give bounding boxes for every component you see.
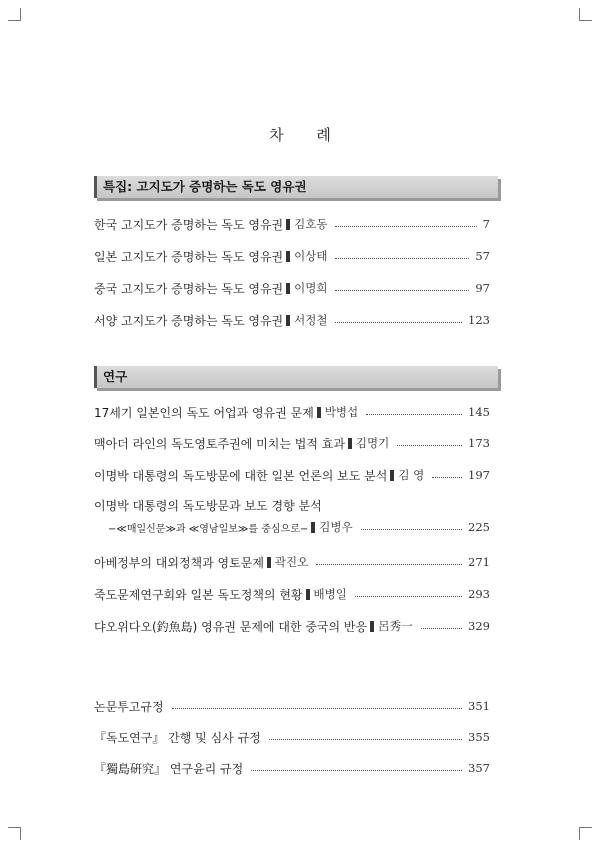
leader-dots xyxy=(335,321,462,323)
toc-entry[interactable] xyxy=(94,403,490,421)
toc-entry[interactable] xyxy=(94,466,490,484)
entry-title: 댜오위다오(釣魚島) 영유권 문제에 대한 중국의 반응 xyxy=(94,619,368,634)
leader-dots xyxy=(172,707,462,709)
entry-title: 한국 고지도가 증명하는 독도 영유권 xyxy=(94,217,284,232)
toc-entry[interactable] xyxy=(94,434,490,452)
entry-author: 呂秀一 xyxy=(378,619,413,633)
entry-title: 서양 고지도가 증명하는 독도 영유권 xyxy=(94,313,284,328)
entry-page: 225 xyxy=(468,520,490,534)
page-title: 차 례 xyxy=(269,126,345,144)
leader-dots xyxy=(421,627,462,629)
crop-mark xyxy=(579,827,592,840)
entry-author: 곽진오 xyxy=(274,555,309,569)
leader-dots xyxy=(251,769,462,771)
crop-mark xyxy=(579,8,592,21)
entry-page: 271 xyxy=(468,555,490,569)
author-marker xyxy=(267,557,271,568)
section-heading-research: 연구 xyxy=(94,366,498,388)
entry-page: 97 xyxy=(475,281,490,295)
author-marker xyxy=(286,315,290,326)
toc-entry[interactable] xyxy=(94,279,490,297)
entry-title: 17세기 일본인의 독도 어업과 영유권 문제 xyxy=(94,405,314,420)
entry-author: 김명기 xyxy=(355,436,390,450)
entry-title: 『독도연구』 간행 및 심사 규정 xyxy=(94,730,261,745)
leader-dots xyxy=(335,289,469,291)
entry-author: 이상태 xyxy=(294,249,328,263)
leader-dots xyxy=(316,563,462,565)
entry-page: 351 xyxy=(468,699,490,713)
entry-page: 145 xyxy=(468,405,490,419)
appendix-entry[interactable] xyxy=(94,759,490,777)
leader-dots xyxy=(361,528,462,530)
entry-page: 7 xyxy=(482,217,490,231)
author-marker xyxy=(370,621,374,632)
toc-entry[interactable] xyxy=(94,247,490,265)
appendix-entry[interactable] xyxy=(94,697,490,715)
entry-title: 아베정부의 대외정책과 영토문제 xyxy=(94,555,264,570)
entry-title[interactable]: 이명박 대통령의 독도방문과 보도 경향 분석 xyxy=(94,499,322,513)
leader-dots xyxy=(432,476,462,478)
toc-entry[interactable] xyxy=(94,617,490,635)
entry-subtitle: −≪매일신문≫과 ≪영남일보≫를 중심으로− xyxy=(108,523,309,535)
toc-entry[interactable] xyxy=(94,215,490,233)
leader-dots xyxy=(355,595,462,597)
entry-title: 맥아더 라인의 독도영토주권에 미치는 법적 효과 xyxy=(94,436,345,451)
entry-author: 서정철 xyxy=(294,313,328,327)
entry-page: 293 xyxy=(468,587,490,601)
section-heading-special: 특집: 고지도가 증명하는 독도 영유권 xyxy=(94,176,498,198)
author-marker xyxy=(348,438,352,449)
author-marker xyxy=(390,470,394,481)
entry-page: 57 xyxy=(475,249,490,263)
leader-dots xyxy=(269,738,462,740)
entry-page: 197 xyxy=(468,468,490,482)
entry-author: 박병섭 xyxy=(324,405,359,419)
entry-title: 죽도문제연구회와 일본 독도정책의 현황 xyxy=(94,587,303,602)
entry-page: 357 xyxy=(468,761,490,775)
entry-author: 김 영 xyxy=(398,468,425,482)
entry-author: 배병일 xyxy=(313,587,347,601)
author-marker xyxy=(311,522,315,533)
crop-mark xyxy=(8,827,21,840)
leader-dots xyxy=(335,257,469,259)
toc-entry[interactable] xyxy=(94,585,490,603)
entry-title: 이명박 대통령의 독도방문에 대한 일본 언론의 보도 분석 xyxy=(94,468,388,483)
entry-title: 일본 고지도가 증명하는 독도 영유권 xyxy=(94,249,284,264)
entry-author: 김호동 xyxy=(294,217,328,231)
author-marker xyxy=(286,283,290,294)
leader-dots xyxy=(335,225,476,227)
author-marker xyxy=(286,219,290,230)
toc-entry[interactable] xyxy=(94,311,490,329)
entry-page: 355 xyxy=(468,730,490,744)
leader-dots xyxy=(366,413,462,415)
entry-page: 123 xyxy=(468,313,490,327)
entry-title: 논문투고규정 xyxy=(94,699,164,714)
entry-author: 김병우 xyxy=(319,520,353,534)
crop-mark xyxy=(8,8,21,21)
entry-page: 329 xyxy=(468,619,490,633)
entry-title: 『獨島硏究』 연구윤리 규정 xyxy=(94,761,244,776)
entry-author: 이명희 xyxy=(294,281,328,295)
appendix-entry[interactable] xyxy=(94,728,490,746)
entry-page: 173 xyxy=(468,436,490,450)
toc-entry[interactable] xyxy=(94,553,490,571)
leader-dots xyxy=(397,444,462,446)
entry-title: 중국 고지도가 증명하는 독도 영유권 xyxy=(94,281,284,296)
author-marker xyxy=(306,589,310,600)
author-marker xyxy=(317,407,321,418)
author-marker xyxy=(286,251,290,262)
toc-entry-subtitle[interactable] xyxy=(108,518,490,536)
